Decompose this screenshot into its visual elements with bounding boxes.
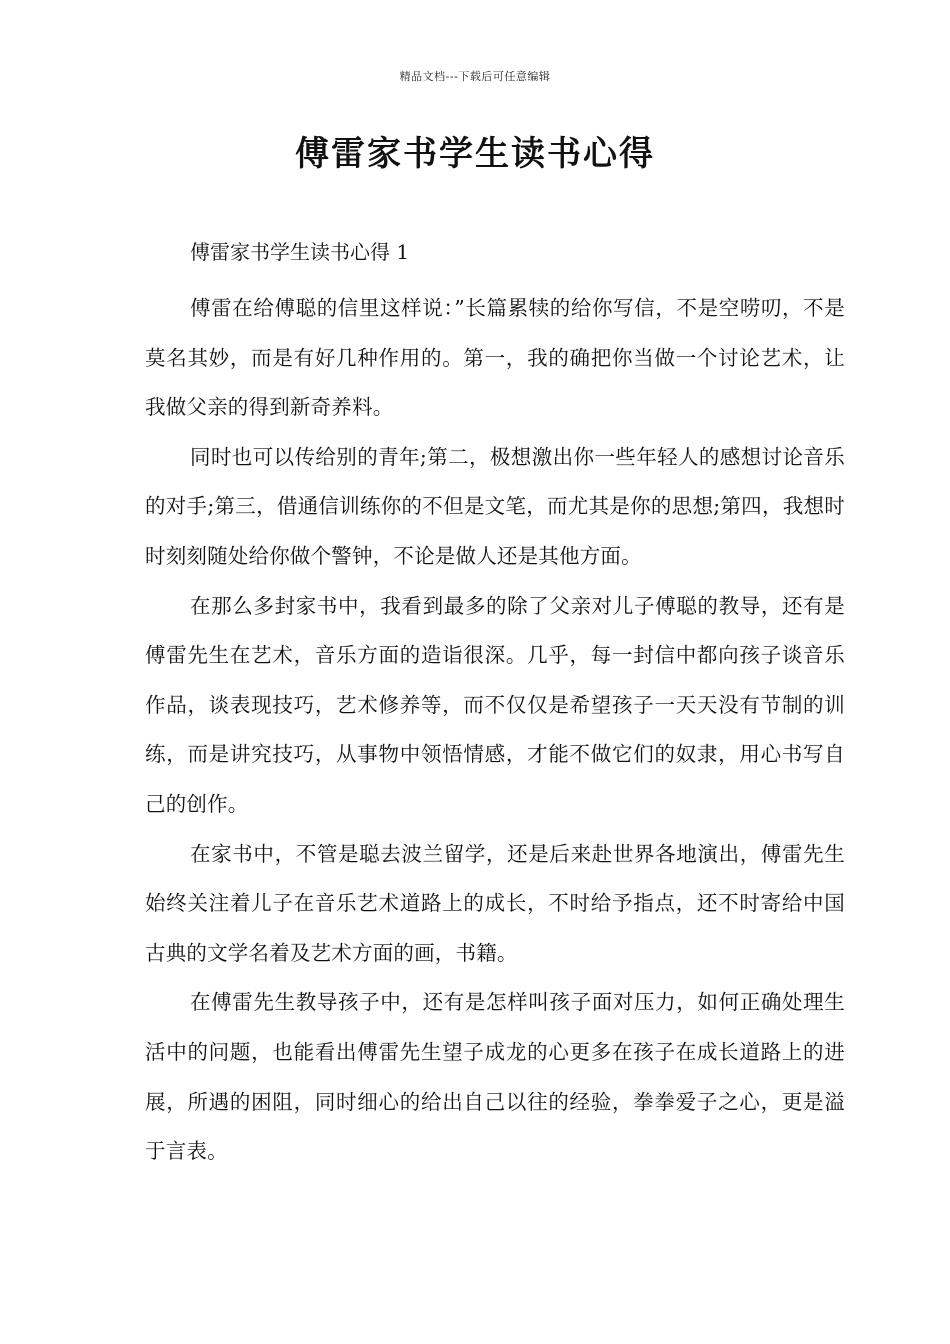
section-heading: 傅雷家书学生读书心得 1 [190, 240, 410, 264]
document-title: 傅雷家书学生读书心得 [295, 134, 655, 174]
header-note: 精品文档---下载后可任意编辑 [399, 70, 551, 83]
paragraph: 在那么多封家书中，我看到最多的除了父亲对儿子傅聪的教导，还有是傅雷先生在艺术，音乐方面的造诣很深。几乎，每一封信中都向孩子谈音乐作品，谈表现技巧，艺术修养等，而不仅仅是希望孩子一天天没有节制的训练，而是讲究技巧，从事物中领悟情感，才能不做它们的奴隶，用心书写自己的创作。 [145, 593, 845, 816]
paragraph: 在家书中，不管是聪去波兰留学，还是后来赴世界各地演出，傅雷先生始终关注着儿子在音乐艺术道路上的成长，不时给予指点，还不时寄给中国古典的文学名着及艺术方面的画，书籍。 [145, 841, 845, 965]
paragraph: 同时也可以传给别的青年;第二，极想激出你一些年轻人的感想讨论音乐的对手;第三，借通信训练你的不但是文笔，而尤其是你的思想;第四，我想时时刻刻随处给你做个警钟，不论是做人还是其他方面。 [145, 444, 845, 568]
document-body [145, 284, 845, 1177]
paragraph: 在傅雷先生教导孩子中，还有是怎样叫孩子面对压力，如何正确处理生活中的问题，也能看出傅雷先生望子成龙的心更多在孩子在成长道路上的进展，所遇的困阻，同时细心的给出自己以往的经验，拳拳爱子之心，更是溢于言表。 [145, 990, 845, 1164]
paragraph: 傅雷在给傅聪的信里这样说：”长篇累犊的给你写信，不是空唠叨，不是莫名其妙，而是有好几种作用的。第一，我的确把你当做一个讨论艺术，让我做父亲的得到新奇养料。 [145, 296, 845, 420]
